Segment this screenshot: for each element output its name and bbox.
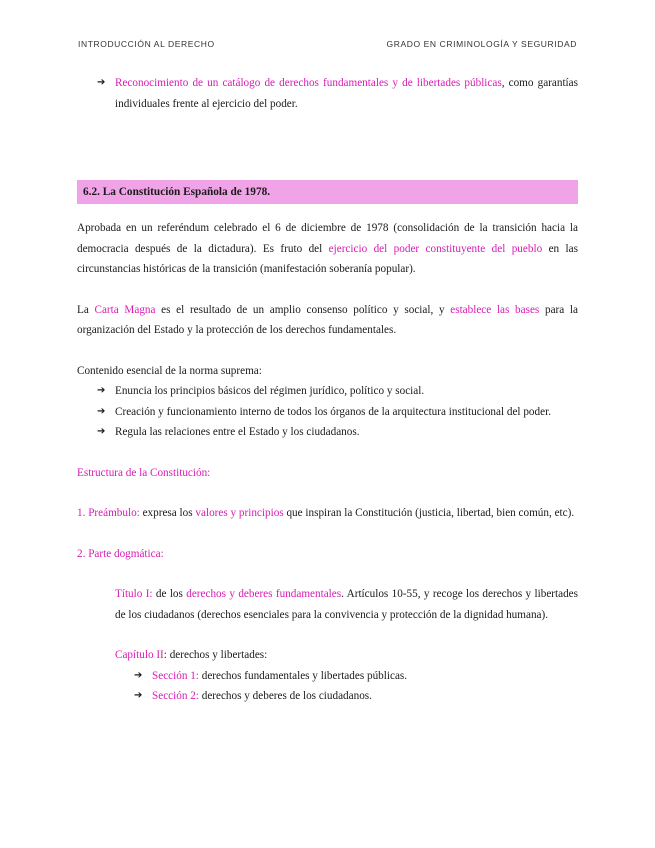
arrow-icon: ➔	[97, 77, 106, 88]
list-item-text: Enuncia los principios básicos del régimen jurídico, político y social.	[115, 385, 425, 397]
highlight-text: valores y principios	[195, 507, 284, 519]
highlight-text: Reconocimiento de un catálogo de derechos fundamentales y de libertades públicas	[115, 77, 502, 89]
highlight-text: Sección 2:	[152, 690, 199, 702]
paragraph-carta-magna	[77, 300, 578, 341]
highlight-text: Título I:	[115, 588, 153, 600]
body-text: en las circunstancias históricas de la transición (manifestación soberanía popular).	[77, 242, 578, 275]
highlight-text: Carta Magna	[94, 303, 156, 316]
body-text: es el resultado de un amplio consenso político y social, y	[155, 303, 451, 316]
body-text: para la organización del Estado y la protección de los derechos fundamentales.	[77, 303, 578, 336]
body-text: expresa los	[139, 507, 196, 519]
arrow-icon: ➔	[97, 385, 106, 396]
arrow-icon: ➔	[97, 405, 106, 417]
body-text: , como garantías individuales frente al ejercicio del poder.	[115, 77, 578, 110]
paragraph-preambulo	[77, 503, 578, 524]
page-header	[78, 39, 577, 53]
highlight-text: derechos y deberes fundamentales	[186, 588, 342, 600]
section-heading: 6.2. La Constitución Española de 1978.	[77, 180, 578, 204]
list-item	[77, 422, 578, 443]
list-item	[77, 666, 578, 687]
highlight-text: ejercicio del poder constituyente del pueblo	[328, 242, 543, 255]
highlight-text: Sección 1:	[152, 669, 199, 682]
list-item-text: Creación y funcionamiento interno de todos los órganos de la arquitectura institucional del poder.	[115, 405, 551, 418]
highlight-text: 1. Preámbulo:	[77, 507, 140, 519]
body-text: que inspiran la Constitución (justicia, libertad, bien común, etc).	[283, 507, 575, 519]
body-text: Aprobada en un referéndum celebrado el 6 de diciembre de 1978 (consolidación de la transición hacia la democracia después de la dictadura). Es fruto del	[77, 222, 578, 255]
body-text: . Artículos 10-55, y recoge los derechos y libertades de los ciudadanos (derechos esenciales para la convivencia y protección de la dignidad humana).	[115, 588, 578, 621]
highlight-text: establece las bases	[450, 303, 540, 316]
document-body	[77, 73, 578, 707]
dogmatica-heading: 2. Parte dogmática:	[77, 547, 164, 560]
body-text: derechos y deberes de los ciudadanos.	[198, 690, 372, 702]
arrow-icon: ➔	[97, 426, 106, 437]
estructura-heading: Estructura de la Constitución:	[77, 466, 211, 479]
list-item	[77, 686, 578, 707]
body-text: derechos fundamentales y libertades públicas.	[198, 669, 408, 682]
capitulo-ii	[77, 645, 578, 666]
paragraph-titulo-i	[77, 584, 578, 625]
list-item	[77, 381, 578, 402]
body-text: La	[77, 303, 95, 316]
arrow-icon: ➔	[134, 669, 143, 681]
highlight-text: Capítulo II	[115, 649, 164, 661]
list-item	[77, 402, 578, 423]
arrow-icon: ➔	[134, 690, 143, 701]
header-degree: GRADO EN CRIMINOLOGÍA Y SEGURIDAD	[386, 39, 577, 49]
list-item	[77, 73, 578, 114]
body-text: de los	[152, 588, 187, 600]
body-text: : derechos y libertades:	[163, 649, 268, 661]
header-course: INTRODUCCIÓN AL DERECHO	[78, 39, 215, 49]
contenido-intro: Contenido esencial de la norma suprema:	[77, 364, 262, 377]
list-item-text: Regula las relaciones entre el Estado y los ciudadanos.	[115, 426, 360, 438]
paragraph-approval	[77, 218, 578, 280]
